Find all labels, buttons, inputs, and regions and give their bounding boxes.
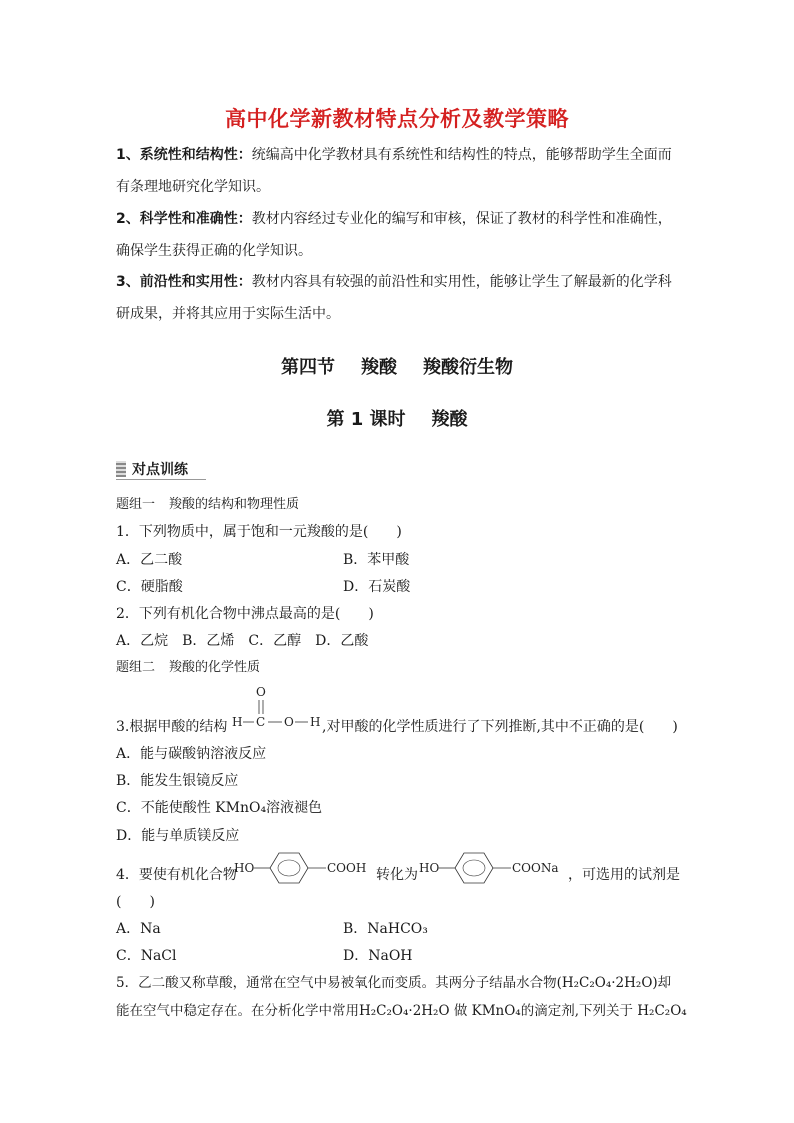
q1-option-b: B．苯甲酸: [343, 552, 410, 568]
group-2-topic: 羧酸的化学性质: [169, 660, 261, 675]
q5-line2: 能在空气中稳定存在。在分析化学中常用H₂C₂O₄·2H₂O 做 KMnO₄的滴定剂,下列关于 H₂C₂O₄: [116, 1003, 687, 1019]
formic-o: O: [284, 715, 294, 729]
q4-suffix: ，可选用的试剂是: [568, 867, 680, 883]
feature-1-label: 1、系统性和结构性：: [116, 147, 252, 163]
lesson-heading: [0, 405, 794, 431]
group-1-label: 题组一: [116, 497, 156, 512]
mol2-benzene-ring: [455, 853, 493, 883]
training-label: 对点训练: [132, 462, 188, 478]
mol1-ho: HO: [234, 861, 255, 875]
document-title: 高中化学新教材特点分析及教学策略: [225, 107, 569, 131]
hydroxybenzoic-acid-structure: [234, 850, 376, 886]
formic-h-right: H: [310, 715, 321, 729]
sodium-hydroxybenzoate-structure: [419, 850, 569, 886]
q4-paren: ( ): [116, 894, 155, 910]
formic-h-left: H: [232, 715, 243, 729]
mol1-cooh: COOH: [327, 861, 367, 875]
feature-3-line2: 研成果，并将其应用于实际生活中。: [116, 306, 340, 322]
q4-option-d: D．NaOH: [343, 948, 413, 964]
formic-o-top: O: [256, 685, 266, 699]
q4-option-c: C．NaCl: [116, 948, 177, 964]
formic-acid-structure: [230, 684, 322, 734]
lesson-title: 羧酸: [431, 409, 468, 430]
q4-option-b: B．NaHCO₃: [343, 921, 428, 937]
section-title-1: 羧酸: [361, 357, 397, 378]
group-1-topic: 羧酸的结构和物理性质: [169, 497, 300, 512]
q4-mid: 转化为: [376, 867, 418, 883]
mol2-coona: COONa: [512, 861, 559, 875]
feature-1-line1: [116, 145, 672, 165]
feature-3-label: 3、前沿性和实用性：: [116, 274, 252, 290]
mol2-ho: HO: [419, 861, 440, 875]
q3-option-a: A．能与碳酸钠溶液反应: [116, 746, 267, 762]
q3-option-d: D．能与单质镁反应: [116, 828, 240, 844]
section-title-2: 羧酸衍生物: [423, 357, 513, 378]
training-header: [116, 459, 188, 479]
q3-prefix: 3.根据甲酸的结构: [116, 719, 228, 735]
feature-1-text: 统编高中化学教材具有系统性和结构性的特点，能够帮助学生全面而: [251, 147, 672, 163]
q2-options: A．乙烷 B．乙烯 C．乙醇 D．乙酸: [116, 633, 369, 649]
group-1-heading: [116, 496, 299, 514]
lesson-number: 第 1 课时: [326, 409, 406, 430]
training-divider: [116, 479, 206, 480]
q5-line1: 5．乙二酸又称草酸，通常在空气中易被氧化而变质。其两分子结晶水合物(H₂C₂O₄·2H₂O)却: [116, 975, 672, 991]
q1-option-a: A．乙二酸: [116, 552, 183, 568]
q3-option-b: B．能发生银镜反应: [116, 773, 239, 789]
feature-2-label: 2、科学性和准确性：: [116, 211, 252, 227]
q4-prefix: 4．要使有机化合物: [116, 867, 237, 883]
q2-stem: 2．下列有机化合物中沸点最高的是( ): [116, 606, 374, 622]
section-number: 第四节: [281, 357, 335, 378]
q3-option-c: C．不能使酸性 KMnO₄溶液褪色: [116, 800, 323, 816]
mol2-benzene-inner: [463, 860, 485, 876]
feature-2-text: 教材内容经过专业化的编写和审核，保证了教材的科学性和准确性，: [251, 211, 672, 227]
q1-stem: 1．下列物质中，属于饱和一元羧酸的是( ): [116, 524, 402, 540]
group-2-label: 题组二: [116, 660, 156, 675]
feature-2-line1: [116, 209, 672, 229]
mol1-benzene-ring: [270, 853, 308, 883]
q4-option-a: A．Na: [116, 921, 161, 937]
feature-2-line2: 确保学生获得正确的化学知识。: [116, 243, 312, 259]
feature-1-line2: 有条理地研究化学知识。: [116, 179, 270, 195]
feature-3-line1: [116, 272, 672, 292]
section-heading: [0, 353, 794, 379]
q1-option-c: C．硬脂酸: [116, 579, 183, 595]
q3-suffix: ,对甲酸的化学性质进行了下列推断,其中不正确的是( ): [322, 719, 678, 735]
feature-3-text: 教材内容具有较强的前沿性和实用性，能够让学生了解最新的化学科: [251, 274, 672, 290]
q1-option-d: D．石炭酸: [343, 579, 411, 595]
mol1-benzene-inner: [278, 860, 300, 876]
group-2-heading: [116, 659, 260, 677]
training-marker-icon: [116, 461, 126, 477]
formic-c: C: [256, 715, 266, 729]
